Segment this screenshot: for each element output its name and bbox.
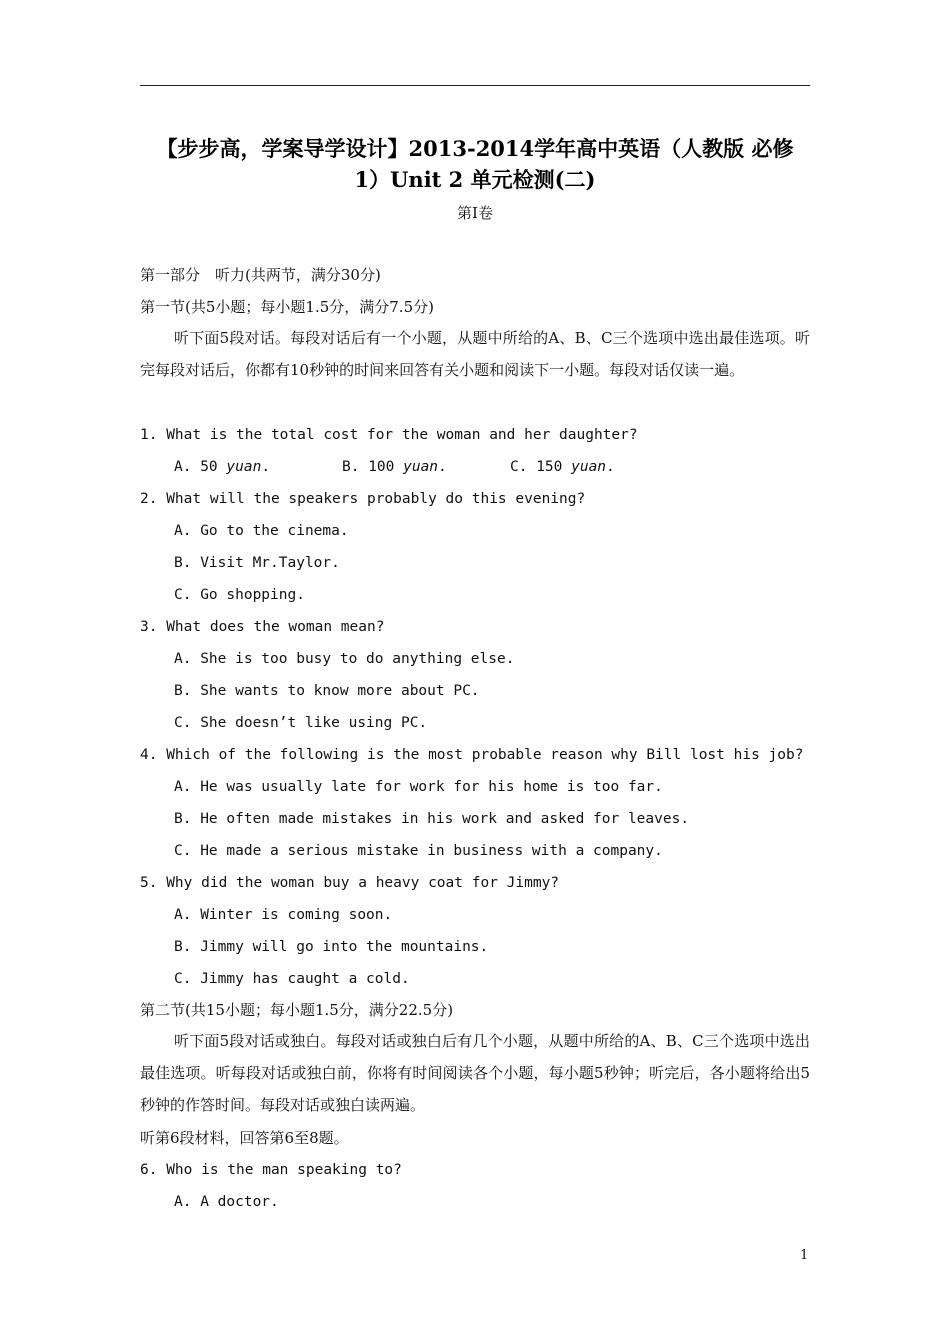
question-5-option-c: C. Jimmy has caught a cold. (174, 971, 410, 987)
question-3-option-a: A. She is too busy to do anything else. (174, 651, 515, 667)
part1-heading: 第一部分 听力(共两节，满分30分) (140, 266, 381, 284)
question-4-option-c: C. He made a serious mistake in business with a company. (174, 843, 663, 859)
material-6-instruction: 听第6段材料，回答第6至8题。 (140, 1129, 349, 1147)
option-c: C. 150 yuan. (510, 459, 615, 475)
document-title-line-2: 1）Unit 2 单元检测(二) (354, 167, 596, 192)
section2-heading: 第二节(共15小题；每小题1.5分，满分22.5分) (140, 1001, 454, 1019)
question-5-option-b: B. Jimmy will go into the mountains. (174, 939, 489, 955)
volume-label: 第Ⅰ卷 (457, 204, 493, 222)
question-3-option-c: C. She doesn’t like using PC. (174, 715, 428, 731)
option-a: A. 50 yuan. (174, 459, 271, 475)
question-6-stem: 6. Who is the man speaking to? (140, 1162, 402, 1178)
question-2-option-c: C. Go shopping. (174, 587, 305, 603)
header-rule (140, 85, 810, 86)
question-2-option-b: B. Visit Mr.Taylor. (174, 555, 340, 571)
question-2-stem: 2. What will the speakers probably do this evening? (140, 491, 586, 507)
question-2-option-a: A. Go to the cinema. (174, 523, 349, 539)
section1-heading: 第一节(共5小题；每小题1.5分，满分7.5分) (140, 298, 434, 316)
question-6-option-a: A. A doctor. (174, 1194, 279, 1210)
question-3-option-b: B. She wants to know more about PC. (174, 683, 480, 699)
question-3-stem: 3. What does the woman mean? (140, 619, 385, 635)
question-4-stem: 4. Which of the following is the most probable reason why Bill lost his job? (140, 747, 804, 763)
question-1-options (174, 457, 615, 477)
option-b: B. 100 yuan. (342, 459, 447, 475)
page-number: 1 (800, 1248, 809, 1263)
section1-instructions: 听下面5段对话。每段对话后有一个小题，从题中所给的A、B、C三个选项中选出最佳选项。听完每段对话后，你都有10秒钟的时间来回答有关小题和阅读下一小题。每段对话仅读一遍。 (140, 329, 810, 379)
question-5-option-a: A. Winter is coming soon. (174, 907, 393, 923)
question-5-stem: 5. Why did the woman buy a heavy coat for Jimmy? (140, 875, 560, 891)
question-1-stem: 1. What is the total cost for the woman and her daughter? (140, 427, 638, 443)
section2-instructions: 听下面5段对话或独白。每段对话或独白后有几个小题，从题中所给的A、B、C三个选项中选出最佳选项。听每段对话或独白前，你将有时间阅读各个小题，每小题5秒钟；听完后，各小题将给出5秒钟的作答时间。每段对话或独白读两遍。 (140, 1032, 810, 1114)
question-4-option-a: A. He was usually late for work for his home is too far. (174, 779, 663, 795)
question-4-option-b: B. He often made mistakes in his work and asked for leaves. (174, 811, 690, 827)
document-title-line-1: 【步步高，学案导学设计】2013-2014学年高中英语（人教版 必修 (156, 136, 794, 161)
